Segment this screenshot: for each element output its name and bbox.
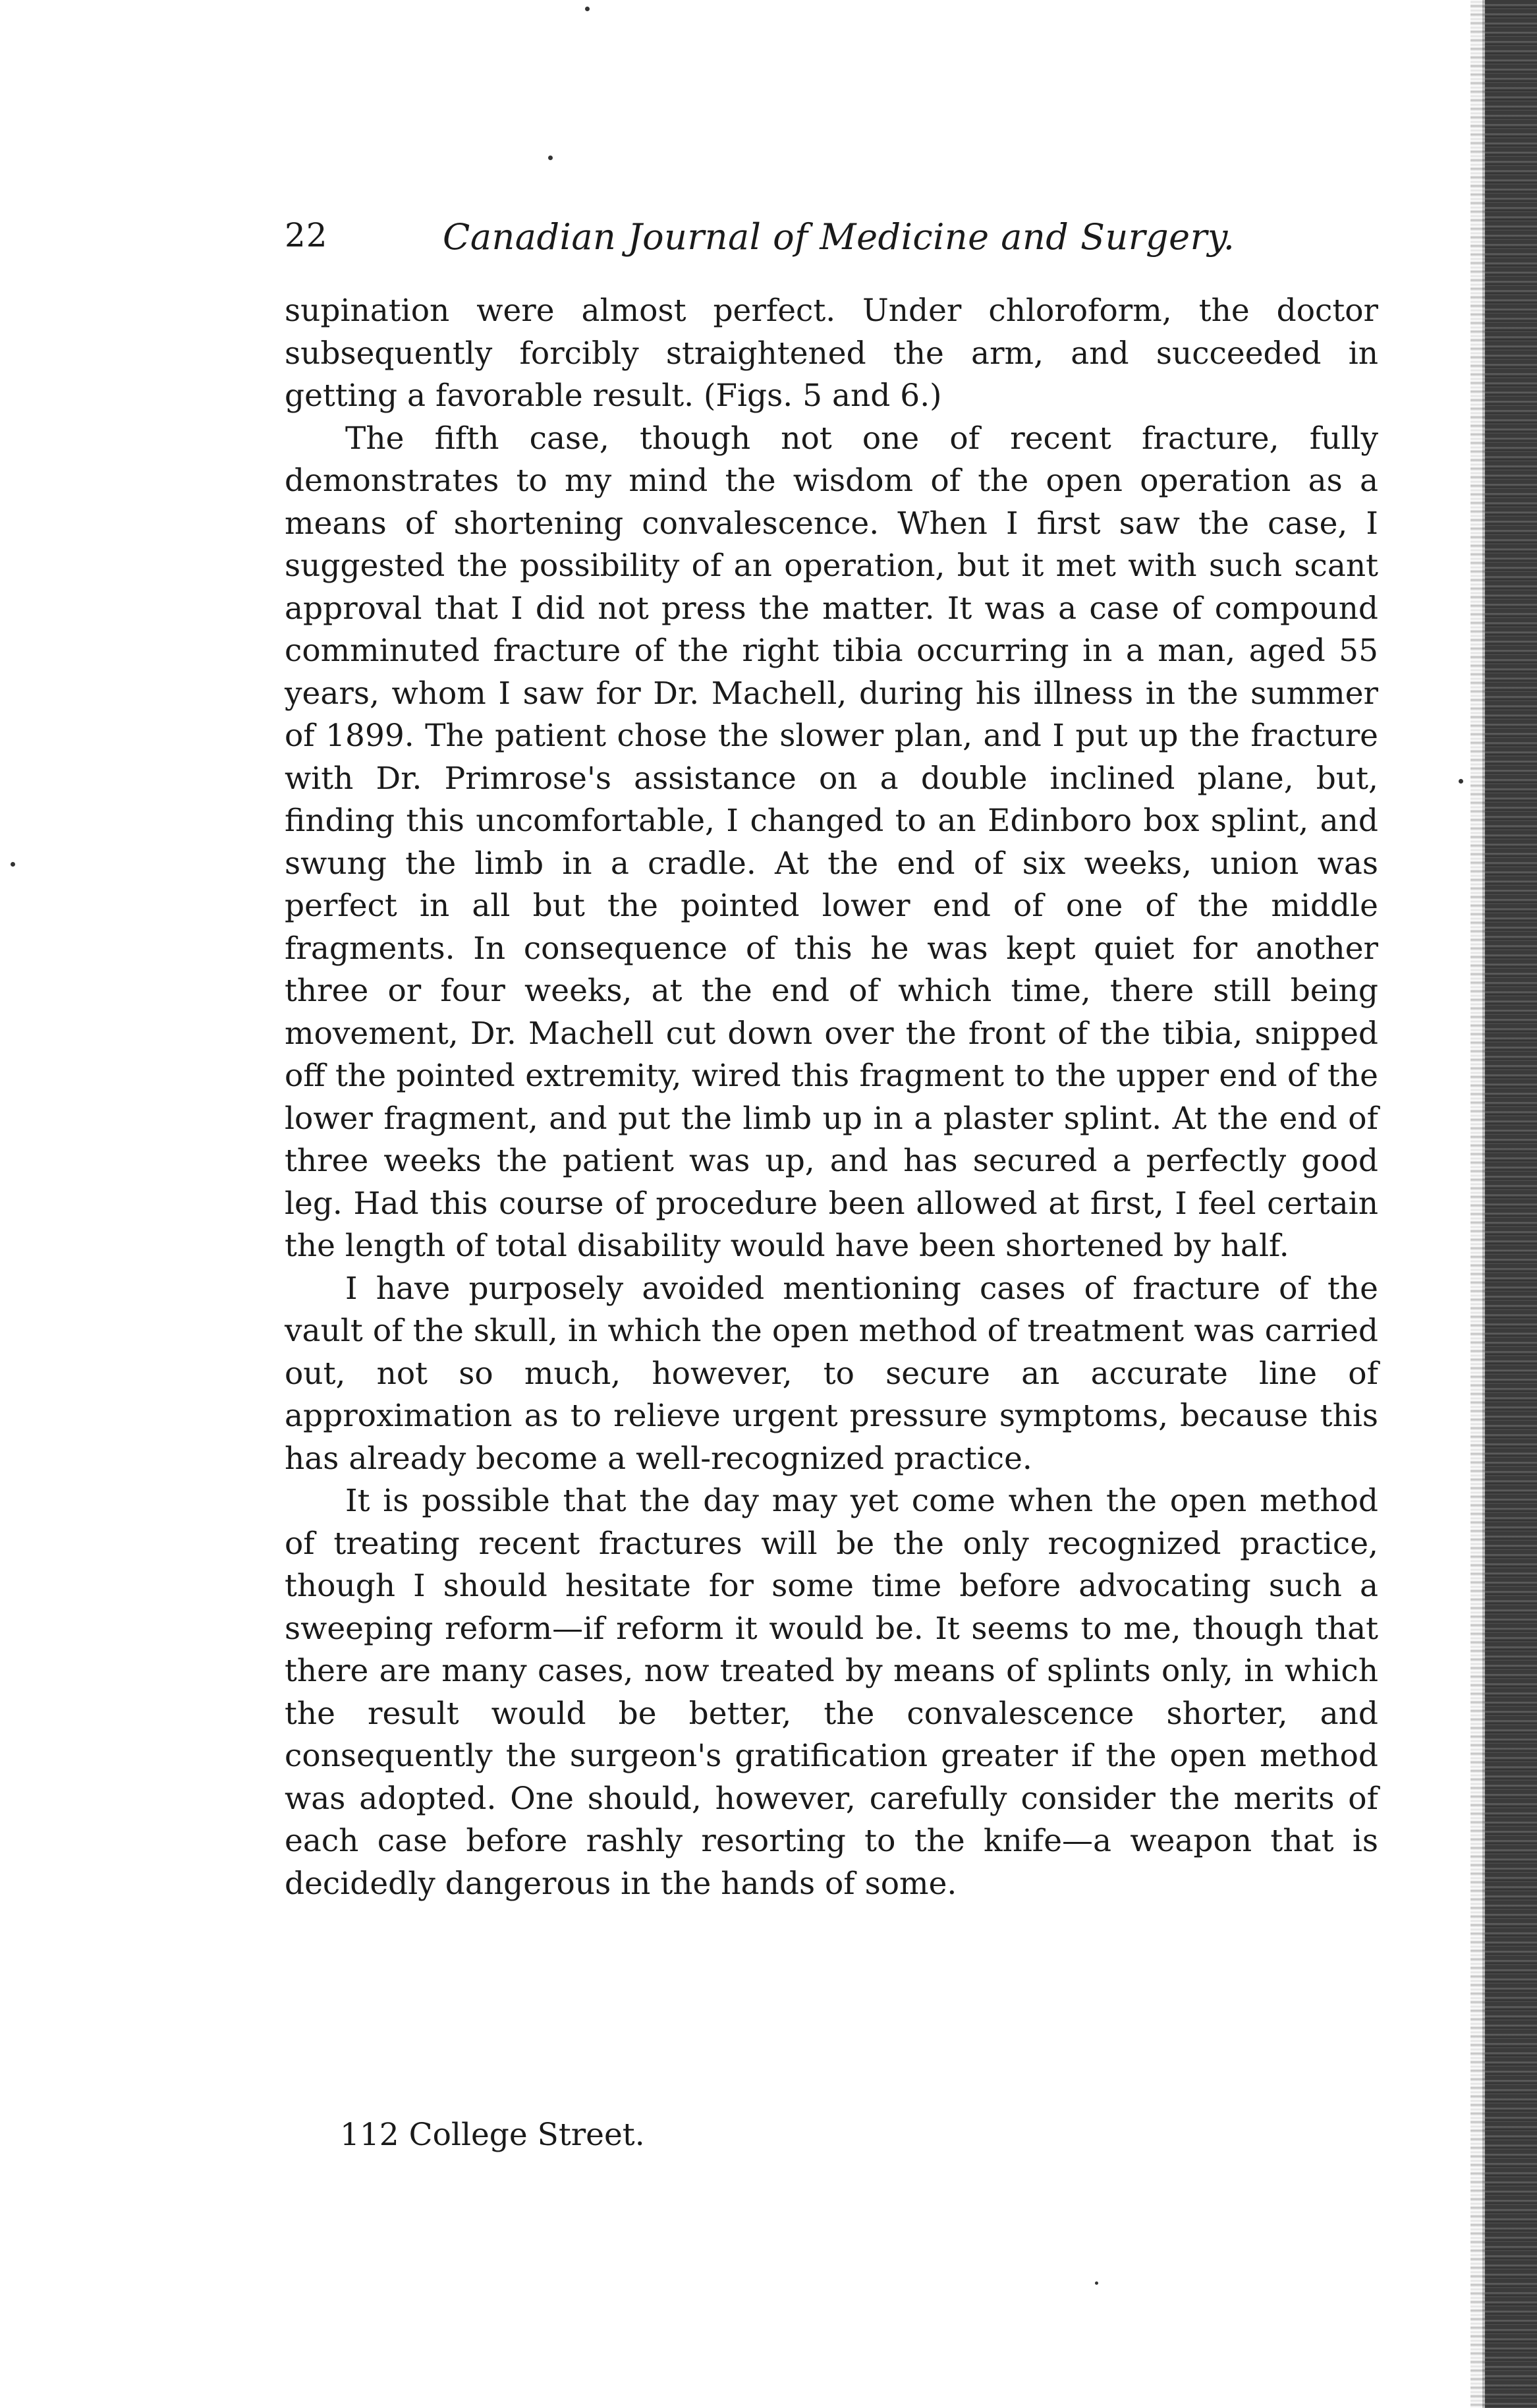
scan-speck (548, 156, 553, 160)
article-body (285, 290, 1378, 1905)
scan-speck (11, 862, 15, 867)
paragraph: It is possible that the day may yet come when the open method of treating recent fractures will be the only recognized practice, though I should hesitate for some time before advocating such a sweeping reform—if reform it would be. It seems to me, though that there are many cases, now treated by means of splints only, in which the result would be better, the convalescence shorter, and consequently the surgeon's gratification greater if the open method was adopted. One should, however, carefully consider the merits of each case before rashly resorting to the knife—a weapon that is decidedly dangerous in the hands of some. (285, 1483, 1378, 1902)
page-number: 22 (285, 216, 328, 254)
scan-speck (1459, 779, 1463, 784)
page-header (285, 216, 1378, 269)
running-title: Canadian Journal of Medicine and Surgery. (443, 216, 1235, 258)
author-address: 112 College Street. (340, 2117, 645, 2153)
scan-speck (585, 7, 590, 11)
binding-edge (1482, 0, 1537, 2408)
scan-speck (1095, 2281, 1098, 2285)
paragraph: supination were almost perfect. Under chloroform, the doctor subsequently forcibly straightened the arm, and succeeded in getting a favorable result. (Figs. 5 and 6.) (285, 293, 1378, 414)
paragraph: The fifth case, though not one of recent fracture, fully demonstrates to my mind the wisdom of the open operation as a means of shortening convalescence. When I first saw the case, I suggested the possibility of an operation, but it met with such scant approval that I did not press the matter. It was a case of compound comminuted fracture of the right tibia occurring in a man, aged 55 years, whom I saw for Dr. Machell, during his illness in the summer of 1899. The patient chose the slower plan, and I put up the fracture with Dr. Primrose's assistance on a double inclined plane, but, finding this uncomfortable, I changed to an Edinboro box splint, and swung the limb in a cradle. At the end of six weeks, union was perfect in all but the pointed lower end of one of the middle fragments. In consequence of this he was kept quiet for another three or four weeks, at the end of which time, there still being movement, Dr. Machell cut down over the front of the tibia, snipped off the pointed extremity, wired this fragment to the upper end of the lower fragment, and put the limb up in a plaster splint. At the end of three weeks the patient was up, and has secured a perfectly good leg. Had this course of procedure been allowed at first, I feel certain the length of total disability would have been shortened by half. (285, 420, 1378, 1264)
paragraph: I have purposely avoided mentioning cases of fracture of the vault of the skull, in which the open method of treatment was carried out, not so much, however, to secure an accurate line of approximation as to relieve urgent pressure symptoms, because this has already become a well-recognized practice. (285, 1270, 1378, 1477)
